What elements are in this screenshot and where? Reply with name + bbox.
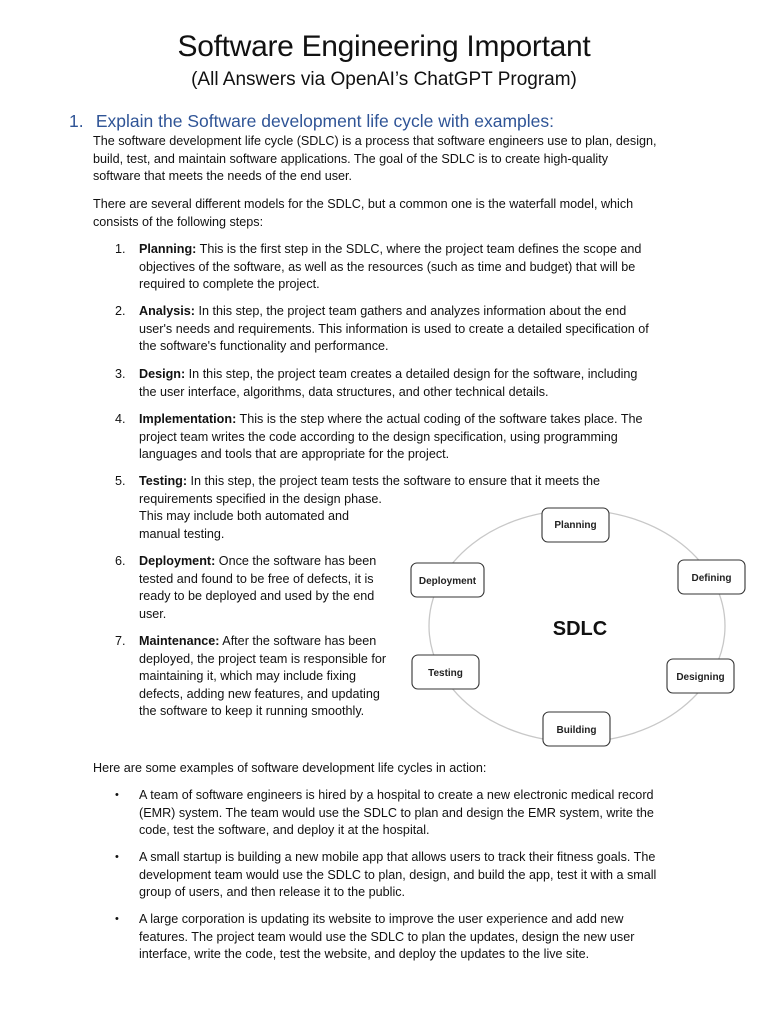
text-line: A large corporation is updating its website to improve the user experience and add new (139, 912, 624, 926)
text-line: Once the software has been (215, 554, 377, 568)
text-line: languages and tools that are appropriate for the project. (139, 447, 450, 462)
text-line: the user interface, algorithms, data structures, and other technical details. (139, 384, 549, 399)
step-term: Implementation: (139, 412, 237, 426)
text-line: In this step, the project team tests the software to ensure that it meets the (187, 474, 601, 488)
text-line: development team would use the SDLC to plan, design, and build the app, test it with a small (139, 867, 657, 882)
step-term: Maintenance: (139, 634, 220, 648)
step-number: 1. (115, 242, 126, 256)
text-line: the software's functionality and performance. (139, 339, 389, 354)
text-line: objectives of the software, as well as the resources (such as time and budget) that will be (139, 259, 636, 274)
step-term: Testing: (139, 474, 188, 488)
text-line: defects, adding new features, and updating (139, 686, 380, 701)
text-line: the software to keep it running smoothly. (139, 704, 365, 719)
text-line: A team of software engineers is hired by a hospital to create a new electronic medical record (139, 788, 654, 802)
node-label: Defining (691, 573, 732, 584)
node-planning (542, 508, 609, 542)
examples-intro: Here are some examples of software development life cycles in action: (93, 761, 487, 775)
section-heading-text: Explain the Software development life cycle with examples: (95, 111, 555, 131)
text-line: A small startup is building a new mobile app that allows users to track their fitness goals. The (139, 850, 656, 864)
bullet-glyph: • (115, 913, 119, 925)
node-label: Building (556, 725, 597, 736)
intro-paragraph (93, 133, 683, 186)
node-testing (412, 655, 479, 689)
text-line: There are several different models for the SDLC, but a common one is the waterfall model, which (93, 197, 634, 211)
step-number: 4. (115, 412, 126, 426)
text-line: software that meets the needs of the end user. (93, 169, 353, 184)
text-line: features. The project team would use the SDLC to plan the updates, design the new user (139, 929, 635, 944)
section-number: 1. (69, 111, 84, 131)
text-line: maintaining it, which may include fixing (139, 669, 356, 684)
section-heading (69, 109, 749, 133)
step-term: Design: (139, 367, 186, 381)
text-line: In this step, the project team gathers and analyzes information about the end (195, 304, 627, 318)
text-line: This may include both automated and (139, 509, 350, 524)
text-line: requirements specified in the design phase. (139, 491, 382, 506)
text-line: user's needs and requirements. This information is used to create a detailed specification of (139, 321, 649, 336)
sdlc-cycle-diagram (405, 500, 750, 750)
text-line: After the software has been (219, 634, 377, 648)
page-title: Software Engineering Important (177, 30, 591, 63)
node-label: Planning (554, 520, 597, 531)
step-number: 6. (115, 554, 126, 568)
text-line: In this step, the project team creates a detailed design for the software, including (185, 367, 638, 381)
text-line: deployed, the project team is responsible for (139, 651, 387, 666)
step-number: 2. (115, 304, 126, 318)
diagram-center-label: SDLC (552, 618, 608, 640)
bullet-glyph: • (115, 851, 119, 863)
text-line: tested and found to be free of defects, it is (139, 571, 374, 586)
node-designing (667, 659, 734, 693)
text-line: (EMR) system. The team would use the SDLC to plan and design the EMR system, write the (139, 805, 654, 820)
node-label: Testing (428, 668, 463, 679)
node-deployment (411, 563, 484, 597)
text-line: ready to be deployed and used by the end (139, 589, 375, 604)
text-line: manual testing. (139, 526, 225, 541)
text-line: build, test, and maintain software applications. The goal of the SDLC is to create high-quality (93, 151, 609, 166)
model-paragraph (93, 196, 683, 231)
text-line: required to complete the project. (139, 277, 320, 292)
node-defining (678, 560, 745, 594)
node-label: Designing (676, 672, 725, 683)
step-term: Analysis: (139, 304, 195, 318)
page-subtitle: (All Answers via OpenAI’s ChatGPT Program) (191, 69, 577, 90)
step-number: 7. (115, 634, 126, 648)
text-line: This is the first step in the SDLC, where the project team defines the scope and (196, 242, 642, 256)
step-term: Planning: (139, 242, 197, 256)
text-line: This is the step where the actual coding of the software takes place. The (236, 412, 643, 426)
step-term: Deployment: (139, 554, 216, 568)
text-line: consists of the following steps: (93, 214, 264, 229)
bullet-glyph: • (115, 789, 119, 801)
text-line: project team writes the code according to the design specification, using programming (139, 429, 618, 444)
node-building (543, 712, 610, 746)
text-line: user. (139, 606, 167, 621)
text-line: interface, write the code, test the website, and deploy the updates to the live site. (139, 947, 590, 962)
step-number: 5. (115, 474, 126, 488)
text-line: code, test the software, and deploy it at the hospital. (139, 823, 430, 838)
text-line: The software development life cycle (SDLC) is a process that software engineers use to plan, design, (93, 134, 657, 148)
node-label: Deployment (418, 576, 477, 587)
step-number: 3. (115, 367, 126, 381)
text-line: group of users, and then release it to the public. (139, 885, 406, 900)
